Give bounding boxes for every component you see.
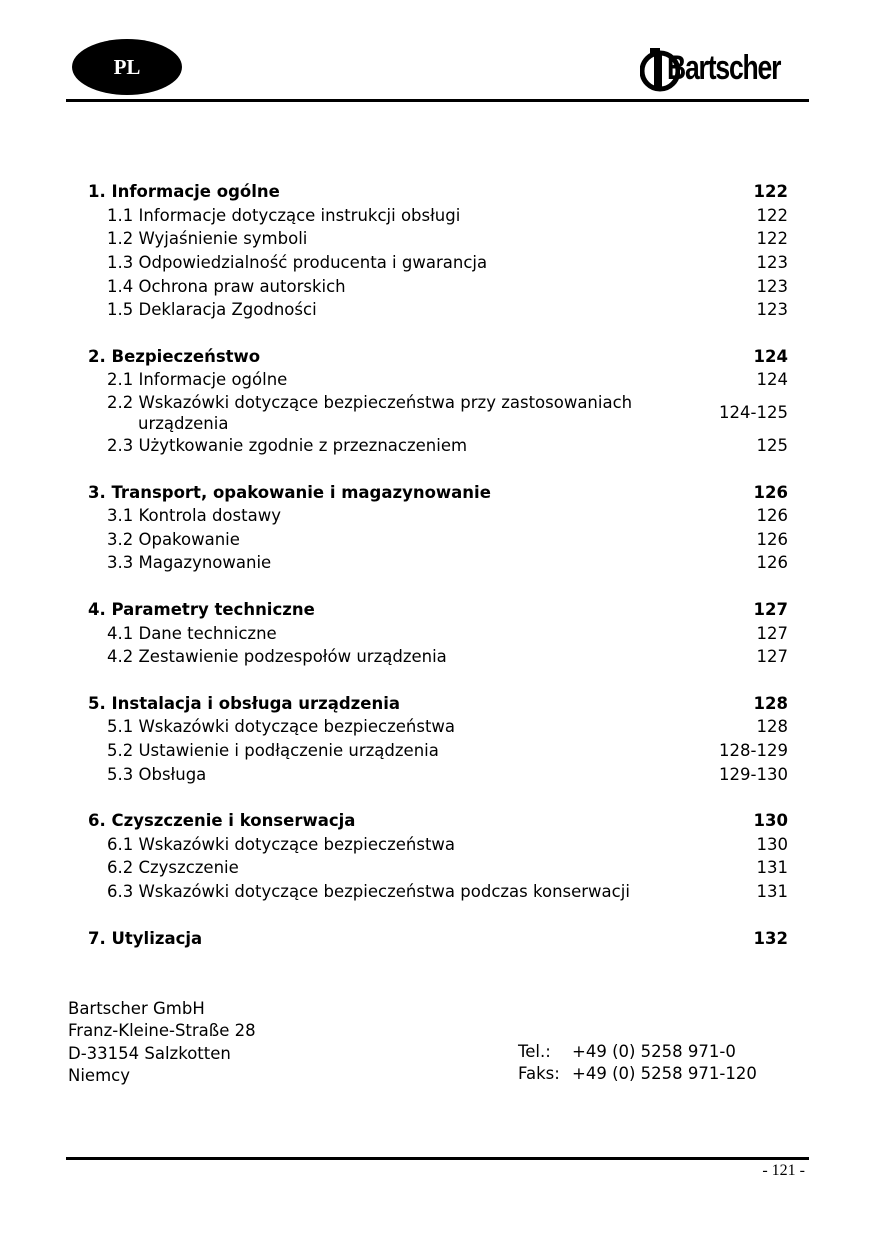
toc-subsection-row: [88, 551, 788, 575]
toc-chapter-title: 3. Transport, opakowanie i magazynowanie: [88, 482, 491, 502]
toc-subsection-row: [88, 227, 788, 251]
toc-section: [88, 692, 788, 786]
toc-chapter-row: [88, 598, 788, 622]
toc-section: [88, 345, 788, 458]
toc-subsection-page: 123: [756, 276, 788, 296]
toc-subsection-page: 127: [756, 647, 788, 667]
toc-subsection-title: [88, 506, 281, 525]
toc-subsection-page: 128: [756, 717, 788, 737]
toc-subsection-title: [88, 858, 239, 877]
toc-subsection-title: [88, 277, 346, 296]
toc-chapter-row: [88, 926, 788, 950]
toc-chapter-page: 122: [753, 182, 788, 202]
toc-subsection-row: [88, 739, 788, 763]
toc-chapter-row: [88, 345, 788, 369]
toc-chapter-title: 7. Utylizacja: [88, 928, 203, 948]
toc-subsection-page: 126: [756, 506, 788, 526]
toc-subsection-title-continuation: urządzenia: [138, 413, 229, 433]
toc-subsection-title-text: 3.3 Magazynowanie: [107, 553, 272, 573]
toc-subsection-page: 123: [756, 300, 788, 320]
toc-subsection-row: [88, 368, 788, 392]
toc-subsection-row: [88, 621, 788, 645]
toc-chapter-row: [88, 180, 788, 204]
tel-label: Tel.:: [518, 1042, 551, 1061]
company-address: [68, 998, 256, 1088]
toc-subsection-row: [88, 204, 788, 228]
toc-subsection-row: [88, 762, 788, 786]
toc-subsection-page: 124: [756, 370, 788, 390]
toc-subsection-title-text: 2.3 Użytkowanie zgodnie z przeznaczeniem: [107, 436, 468, 456]
toc-subsection-title-text: 4.1 Dane techniczne: [107, 623, 277, 643]
city: D-33154 Salzkotten: [68, 1043, 231, 1063]
toc-subsection-page: 128-129: [719, 740, 788, 760]
toc-subsection-row: [88, 392, 788, 434]
toc-chapter-page: 124: [753, 346, 788, 366]
toc-subsection-page: 123: [756, 253, 788, 273]
toc-subsection-row: [88, 645, 788, 669]
toc-chapter-title: 1. Informacje ogólne: [88, 182, 280, 202]
toc-subsection-page: 131: [756, 858, 788, 878]
toc-subsection-title-text: 2.1 Informacje ogólne: [107, 370, 288, 390]
toc-subsection-row: [88, 880, 788, 904]
brand-name: Bartscher: [667, 49, 781, 87]
toc-subsection-title-text: 3.2 Opakowanie: [107, 529, 240, 549]
toc-subsection-page: 130: [756, 834, 788, 854]
toc-chapter-title: 5. Instalacja i obsługa urządzenia: [88, 693, 401, 713]
toc-chapter-title: 6. Czyszczenie i konserwacja: [88, 811, 356, 831]
toc-subsection-page: 124-125: [719, 403, 788, 423]
toc-subsection-title: [88, 300, 317, 319]
toc-section: [88, 926, 788, 950]
toc-subsection-row: [88, 274, 788, 298]
toc-subsection-page: 122: [756, 205, 788, 225]
toc-subsection-title-text: 1.2 Wyjaśnienie symboli: [107, 229, 308, 249]
toc-section: [88, 480, 788, 574]
toc-chapter-row: [88, 692, 788, 716]
toc-chapter-row: [88, 809, 788, 833]
toc-subsection-title-text: 6.2 Czyszczenie: [107, 858, 239, 878]
country: Niemcy: [68, 1066, 130, 1086]
company-contact: [518, 1041, 757, 1086]
toc-subsection-row: [88, 856, 788, 880]
toc-subsection-title-text: 1.3 Odpowiedzialność producenta i gwarancja: [107, 253, 488, 273]
toc-chapter-title: 2. Bezpieczeństwo: [88, 346, 261, 366]
toc-subsection-title: [88, 553, 271, 572]
toc-subsection-row: [88, 715, 788, 739]
toc-subsection-page: 127: [756, 623, 788, 643]
fax-number: +49 (0) 5258 971-120: [572, 1064, 757, 1084]
toc-subsection-page: 131: [756, 881, 788, 901]
toc-chapter-page: 130: [753, 811, 788, 831]
toc-subsection-title: [88, 765, 206, 784]
toc-subsection-page: 125: [756, 436, 788, 456]
toc-section: [88, 809, 788, 903]
toc-subsection-title-text: 5.1 Wskazówki dotyczące bezpieczeństwa: [107, 717, 456, 737]
toc-subsection-title: [88, 835, 455, 854]
toc-subsection-title: [88, 530, 240, 549]
language-badge: PL: [72, 39, 182, 95]
toc-subsection-title: [88, 229, 307, 248]
toc-subsection-title: [88, 647, 447, 666]
toc-subsection-title-text: 5.2 Ustawienie i podłączenie urządzenia: [107, 740, 439, 760]
toc-subsection-title: [88, 370, 287, 389]
toc-subsection-title-text: 1.5 Deklaracja Zgodności: [107, 300, 317, 320]
toc-subsection-row: [88, 434, 788, 458]
toc-chapter-title: 4. Parametry techniczne: [88, 600, 315, 620]
company-name: Bartscher GmbH: [68, 999, 205, 1018]
toc-subsection-title-text: 2.2 Wskazówki dotyczące bezpieczeństwa przy zastosowaniach: [107, 392, 633, 412]
toc-subsection-page: 122: [756, 229, 788, 249]
toc-subsection-title: [88, 882, 630, 901]
toc-subsection-title-text: 6.1 Wskazówki dotyczące bezpieczeństwa: [107, 834, 456, 854]
page-number: - 121 -: [762, 1162, 805, 1179]
header-rule: [66, 99, 809, 102]
toc-chapter-page: 127: [753, 600, 788, 620]
bartscher-logo: [640, 44, 805, 96]
toc-subsection-page: 126: [756, 553, 788, 573]
toc-subsection-title: [88, 741, 439, 760]
toc-subsection-title: [88, 436, 467, 455]
table-of-contents: [88, 180, 788, 973]
toc-subsection-title-text: 1.4 Ochrona praw autorskich: [107, 276, 346, 296]
toc-subsection-title: [88, 206, 460, 225]
toc-subsection-title: [88, 624, 277, 643]
toc-chapter-page: 126: [753, 482, 788, 502]
toc-chapter-row: [88, 480, 788, 504]
toc-chapter-page: 132: [753, 928, 788, 948]
toc-subsection-title-text: 6.3 Wskazówki dotyczące bezpieczeństwa podczas konserwacji: [107, 881, 630, 901]
toc-chapter-page: 128: [753, 693, 788, 713]
toc-subsection-title: [88, 392, 667, 434]
toc-subsection-row: [88, 832, 788, 856]
toc-subsection-row: [88, 504, 788, 528]
fax-label: Faks:: [518, 1064, 560, 1084]
toc-subsection-title-text: 3.1 Kontrola dostawy: [107, 506, 281, 526]
toc-subsection-title-text: 1.1 Informacje dotyczące instrukcji obsługi: [107, 205, 461, 225]
footer-rule: [66, 1157, 809, 1160]
toc-subsection-title-text: 4.2 Zestawienie podzespołów urządzenia: [107, 647, 447, 667]
toc-subsection-row: [88, 298, 788, 322]
toc-subsection-row: [88, 251, 788, 275]
toc-section: [88, 598, 788, 669]
toc-subsection-title: [88, 253, 487, 272]
toc-subsection-title-text: 5.3 Obsługa: [107, 764, 207, 784]
tel-number: +49 (0) 5258 971-0: [572, 1042, 736, 1061]
toc-subsection-page: 126: [756, 529, 788, 549]
toc-subsection-title: [88, 717, 455, 736]
street: Franz-Kleine-Straße 28: [68, 1021, 256, 1041]
toc-subsection-row: [88, 528, 788, 552]
toc-section: [88, 180, 788, 322]
toc-subsection-page: 129-130: [719, 764, 788, 784]
